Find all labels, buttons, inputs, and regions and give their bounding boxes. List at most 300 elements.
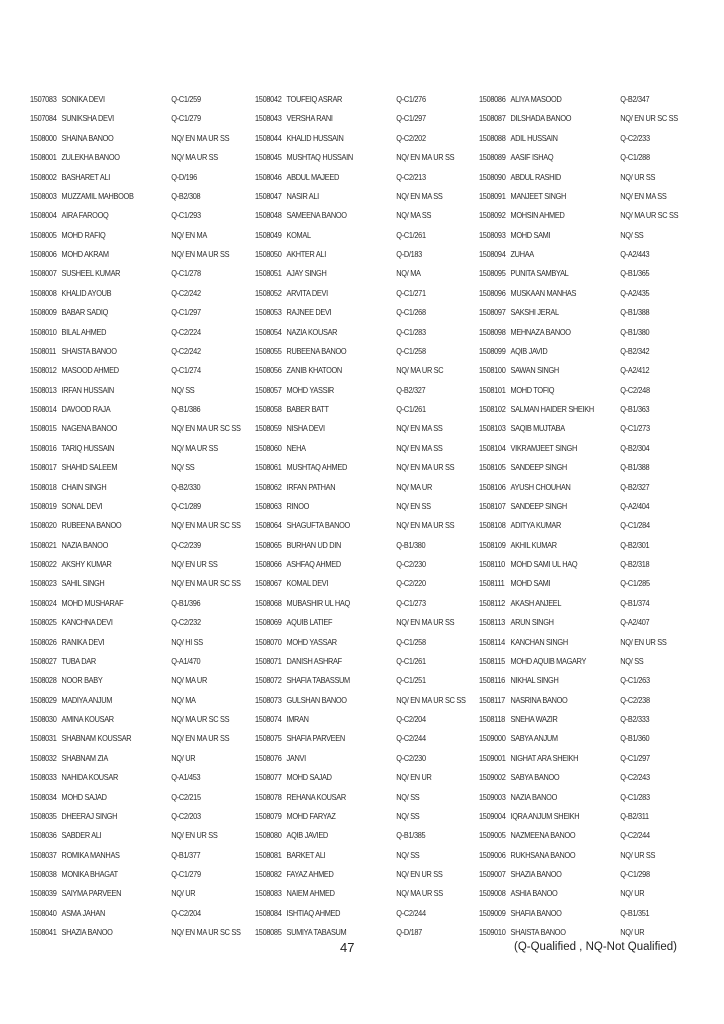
- result-status: Q-C1/273: [620, 424, 650, 434]
- candidate-name: MOHD MUSHARAF: [61, 598, 124, 608]
- roll-number: 1508076: [255, 753, 282, 763]
- roll-number: 1508089: [479, 153, 506, 163]
- candidate-name: BABAR SADIQ: [61, 308, 109, 318]
- candidate-name: RINOO: [286, 501, 310, 511]
- roll-number: 1507083: [30, 95, 57, 104]
- candidate-name: SAQIB MUJTABA: [510, 424, 565, 434]
- candidate-name: SHAHID SALEEM: [61, 463, 118, 473]
- candidate-name: MUBASHIR UL HAQ: [286, 598, 350, 608]
- results-column-2: [255, 93, 485, 946]
- roll-number: 1508095: [479, 269, 506, 279]
- roll-number: 1508000: [30, 133, 57, 143]
- result-row: [479, 500, 686, 519]
- roll-number: 1508059: [255, 424, 282, 434]
- result-status: NQ/ MA UR SC: [396, 366, 444, 376]
- roll-number: 1508084: [255, 908, 282, 918]
- result-status: NQ/ EN UR SS: [171, 560, 218, 569]
- result-row: [479, 171, 686, 190]
- result-row: [30, 868, 237, 887]
- roll-number: 1508032: [30, 753, 57, 763]
- result-status: Q-C2/215: [171, 792, 201, 802]
- candidate-name: NOOR BABY: [61, 676, 103, 686]
- candidate-name: AMINA KOUSAR: [61, 715, 114, 724]
- result-row: [30, 577, 241, 596]
- candidate-name: MOHD YASSAR: [286, 637, 337, 647]
- candidate-name: MANJEET SINGH: [510, 191, 567, 201]
- candidate-name: BURHAN UD DIN: [286, 540, 341, 550]
- result-status: NQ/ EN MA UR SS: [171, 250, 230, 259]
- result-status: NQ/ EN MA SS: [620, 191, 667, 201]
- candidate-name: NASIR ALI: [286, 191, 319, 201]
- result-status: Q-C2/230: [396, 753, 426, 763]
- roll-number: 1508014: [30, 405, 57, 414]
- roll-number: 1508074: [255, 715, 282, 724]
- candidate-name: SAHIL SINGH: [61, 579, 105, 589]
- result-status: NQ/ MA UR SC SS: [620, 211, 679, 221]
- roll-number: 1508049: [255, 230, 282, 240]
- roll-number: 1508118: [479, 715, 505, 724]
- result-row: [479, 829, 686, 848]
- roll-number: 1508071: [255, 656, 282, 666]
- result-row: [30, 461, 237, 480]
- roll-number: 1508019: [30, 501, 57, 511]
- result-row: [30, 171, 237, 190]
- result-row: [479, 151, 686, 170]
- candidate-name: ASHIA BANOO: [510, 889, 558, 899]
- roll-number: 1508005: [30, 230, 57, 240]
- result-status: NQ/ EN MA UR SS: [396, 463, 455, 473]
- result-status: Q-C1/297: [620, 753, 650, 763]
- result-row: [479, 93, 686, 112]
- result-status: Q-B1/388: [620, 463, 650, 473]
- result-row: [30, 771, 237, 790]
- result-status: Q-D/196: [171, 172, 197, 182]
- roll-number: 1508093: [479, 230, 506, 240]
- result-row: [30, 616, 237, 635]
- result-row: [479, 771, 686, 790]
- result-status: Q-C2/244: [396, 734, 426, 744]
- result-status: Q-C1/298: [620, 870, 650, 879]
- roll-number: 1508004: [30, 211, 57, 221]
- candidate-name: NAIEM AHMED: [286, 889, 335, 899]
- result-status: NQ/ UR: [171, 889, 196, 899]
- roll-number: 1508035: [30, 811, 57, 821]
- result-status: Q-B2/311: [620, 811, 649, 821]
- candidate-name: KHALID AYOUB: [61, 288, 112, 298]
- result-row: [479, 577, 686, 596]
- candidate-name: BASHARET ALI: [61, 172, 111, 182]
- roll-number: 1508046: [255, 172, 282, 182]
- result-row: [30, 500, 237, 519]
- candidate-name: KOMAL DEVI: [286, 579, 329, 589]
- roll-number: 1508088: [479, 133, 506, 143]
- candidate-name: NIKHAL SINGH: [510, 676, 559, 686]
- roll-number: 1508020: [30, 521, 57, 531]
- result-status: Q-B1/386: [171, 405, 201, 414]
- candidate-name: IQRA ANJUM SHEIKH: [510, 811, 580, 821]
- result-status: Q-C1/263: [620, 676, 650, 686]
- candidate-name: SHAFIA TABASSUM: [286, 676, 350, 686]
- candidate-name: CHAIN SINGH: [61, 482, 107, 492]
- candidate-name: SALMAN HAIDER SHEIKH: [510, 405, 594, 414]
- roll-number: 1508025: [30, 618, 57, 628]
- candidate-name: MUSKAAN MANHAS: [510, 288, 577, 298]
- result-status: Q-C1/279: [171, 114, 201, 124]
- result-row: [30, 519, 241, 538]
- result-row: [479, 364, 686, 383]
- result-status: Q-B2/301: [620, 540, 650, 550]
- roll-number: 1508031: [30, 734, 57, 744]
- roll-number: 1508036: [30, 831, 57, 841]
- result-row: [255, 364, 462, 383]
- result-status: Q-B1/385: [396, 831, 426, 841]
- result-row: [30, 209, 237, 228]
- roll-number: 1508048: [255, 211, 282, 221]
- result-status: Q-C1/279: [171, 870, 201, 879]
- result-row: [255, 93, 462, 112]
- candidate-name: NAHIDA KOUSAR: [61, 773, 119, 783]
- result-row: [255, 306, 462, 325]
- result-row: [479, 868, 686, 887]
- roll-number: 1508103: [479, 424, 506, 434]
- candidate-name: IMRAN: [286, 715, 309, 724]
- result-status: NQ/ UR SS: [620, 172, 656, 182]
- result-row: [30, 229, 237, 248]
- result-status: NQ/ MA UR: [396, 482, 432, 492]
- roll-number: 1508002: [30, 172, 57, 182]
- result-row: [30, 810, 237, 829]
- result-status: NQ/ EN MA: [171, 230, 207, 240]
- result-row: [30, 558, 237, 577]
- candidate-name: BILAL AHMED: [61, 327, 107, 337]
- roll-number: 1508021: [30, 540, 57, 550]
- candidate-name: MADIYA ANJUM: [61, 695, 113, 705]
- candidate-name: ASHFAQ AHMED: [286, 560, 341, 569]
- candidate-name: SANDEEP SINGH: [510, 463, 567, 473]
- result-status: Q-A1/470: [171, 656, 201, 666]
- result-row: [30, 926, 241, 945]
- result-row: [255, 713, 462, 732]
- result-status: NQ/ SS: [396, 811, 420, 821]
- result-row: [479, 112, 686, 131]
- roll-number: 1508094: [479, 250, 506, 259]
- result-status: Q-C2/233: [620, 133, 650, 143]
- candidate-name: FAYAZ AHMED: [286, 870, 334, 879]
- result-status: NQ/ EN MA SS: [396, 424, 443, 434]
- result-status: Q-B1/380: [396, 540, 426, 550]
- result-row: [30, 636, 237, 655]
- result-row: [30, 93, 237, 112]
- result-status: Q-B2/308: [171, 191, 201, 201]
- result-row: [30, 112, 237, 131]
- roll-number: 1508023: [30, 579, 57, 589]
- roll-number: 1508117: [479, 695, 505, 705]
- result-row: [479, 306, 686, 325]
- roll-number: 1508115: [479, 656, 505, 666]
- roll-number: 1508027: [30, 656, 57, 666]
- result-row: [30, 713, 237, 732]
- result-status: NQ/ EN MA UR SS: [171, 734, 230, 744]
- candidate-name: RUBEENA BANOO: [286, 346, 347, 356]
- result-row: [479, 539, 686, 558]
- result-row: [479, 287, 686, 306]
- roll-number: 1508001: [30, 153, 57, 163]
- candidate-name: ADIL HUSSAIN: [510, 133, 558, 143]
- result-status: NQ/ MA SS: [396, 211, 432, 221]
- roll-number: 1508018: [30, 482, 57, 492]
- page-number: 47: [340, 940, 355, 955]
- result-row: [255, 190, 462, 209]
- candidate-name: KHALID HUSSAIN: [286, 133, 344, 143]
- candidate-name: MASOOD AHMED: [61, 366, 119, 376]
- result-row: [479, 248, 686, 267]
- roll-number: 1508052: [255, 288, 282, 298]
- result-status: Q-C2/213: [396, 172, 426, 182]
- candidate-name: SNEHA WAZIR: [510, 715, 558, 724]
- roll-number: 1508057: [255, 385, 282, 395]
- roll-number: 1508091: [479, 191, 506, 201]
- candidate-name: AKHIL KUMAR: [510, 540, 557, 550]
- candidate-name: ABDUL MAJEED: [286, 172, 339, 182]
- candidate-name: AIRA FAROOQ: [61, 211, 109, 221]
- result-status: NQ/ MA: [396, 269, 421, 279]
- result-row: [255, 849, 462, 868]
- result-row: [255, 655, 462, 674]
- candidate-name: MUSHTAQ HUSSAIN: [286, 153, 353, 163]
- candidate-name: RAJNEE DEVI: [286, 308, 332, 318]
- roll-number: 1508056: [255, 366, 282, 376]
- roll-number: 1508045: [255, 153, 282, 163]
- result-row: [255, 829, 462, 848]
- roll-number: 1508051: [255, 269, 282, 279]
- roll-number: 1508108: [479, 521, 506, 531]
- candidate-name: ZULEKHA BANOO: [61, 153, 120, 163]
- roll-number: 1508069: [255, 618, 282, 628]
- roll-number: 1508112: [479, 598, 505, 608]
- roll-number: 1509004: [479, 811, 506, 821]
- candidate-name: SHAGUFTA BANOO: [286, 521, 350, 531]
- result-row: [30, 539, 237, 558]
- result-status: NQ/ UR: [620, 928, 645, 938]
- result-status: NQ/ UR: [620, 889, 645, 899]
- result-status: NQ/ UR: [171, 753, 196, 763]
- candidate-name: AKASH ANJEEL: [510, 598, 562, 608]
- result-status: Q-B2/330: [171, 482, 201, 492]
- result-status: Q-A1/453: [171, 773, 201, 783]
- roll-number: 1508107: [479, 501, 506, 511]
- candidate-name: NISHA DEVI: [286, 424, 325, 434]
- result-row: [255, 500, 462, 519]
- result-status: Q-C2/203: [171, 811, 201, 821]
- result-status: NQ/ MA UR SS: [396, 889, 443, 899]
- result-row: [30, 267, 237, 286]
- result-row: [255, 558, 462, 577]
- roll-number: 1507084: [30, 114, 57, 124]
- candidate-name: SAKSHI JERAL: [510, 308, 559, 318]
- roll-number: 1508075: [255, 734, 282, 744]
- roll-number: 1508113: [479, 618, 505, 628]
- result-status: NQ/ MA UR SC SS: [171, 715, 230, 724]
- candidate-name: IRFAN PATHAN: [286, 482, 336, 492]
- roll-number: 1508098: [479, 327, 506, 337]
- roll-number: 1508105: [479, 463, 506, 473]
- roll-number: 1509003: [479, 792, 506, 802]
- result-status: Q-C1/288: [620, 153, 650, 163]
- result-row: [30, 694, 237, 713]
- roll-number: 1508097: [479, 308, 506, 318]
- result-status: NQ/ EN UR SS: [620, 637, 667, 647]
- candidate-name: MONIKA BHAGAT: [61, 870, 118, 879]
- roll-number: 1508090: [479, 172, 506, 182]
- result-status: Q-C1/271: [396, 288, 426, 298]
- result-status: Q-B1/374: [620, 598, 650, 608]
- roll-number: 1508080: [255, 831, 282, 841]
- result-row: [255, 907, 462, 926]
- result-status: NQ/ EN UR SC SS: [620, 114, 678, 124]
- result-status: NQ/ EN MA UR SC SS: [396, 695, 466, 705]
- result-status: Q-C1/289: [171, 501, 201, 511]
- candidate-name: ZUHAA: [510, 250, 534, 259]
- roll-number: 1508003: [30, 191, 57, 201]
- roll-number: 1508017: [30, 463, 57, 473]
- result-row: [30, 829, 237, 848]
- result-row: [479, 752, 686, 771]
- result-row: [30, 732, 237, 751]
- result-status: Q-C2/232: [171, 618, 201, 628]
- roll-number: 1509000: [479, 734, 506, 744]
- result-row: [479, 267, 686, 286]
- candidate-name: NAZIA KOUSAR: [286, 327, 338, 337]
- candidate-name: SHAISTA BANOO: [61, 346, 117, 356]
- roll-number: 1508040: [30, 908, 57, 918]
- result-status: Q-A2/443: [620, 250, 650, 259]
- candidate-name: SONAL DEVI: [61, 501, 103, 511]
- candidate-name: MOHD RAFIQ: [61, 230, 106, 240]
- result-row: [255, 229, 462, 248]
- candidate-name: KOMAL: [286, 230, 311, 240]
- roll-number: 1508082: [255, 870, 282, 879]
- result-status: NQ/ SS: [171, 463, 195, 473]
- candidate-name: VIKRAMJEET SINGH: [510, 443, 577, 453]
- candidate-name: NASRINA BANOO: [510, 695, 568, 705]
- result-row: [30, 384, 237, 403]
- candidate-name: MOHD SAJAD: [61, 792, 107, 802]
- roll-number: 1508010: [30, 327, 57, 337]
- roll-number: 1509008: [479, 889, 506, 899]
- result-status: Q-A2/412: [620, 366, 650, 376]
- result-status: Q-C2/204: [171, 908, 201, 918]
- result-status: Q-C1/261: [396, 230, 426, 240]
- result-row: [255, 403, 462, 422]
- result-row: [479, 887, 686, 906]
- result-status: Q-C2/224: [171, 327, 201, 337]
- roll-number: 1508061: [255, 463, 282, 473]
- result-status: Q-B1/396: [171, 598, 201, 608]
- candidate-name: AYUSH CHOUHAN: [510, 482, 571, 492]
- candidate-name: ROMIKA MANHAS: [61, 850, 120, 860]
- result-status: NQ/ SS: [396, 792, 420, 802]
- result-row: [30, 248, 237, 267]
- candidate-name: SONIKA DEVI: [61, 95, 105, 104]
- roll-number: 1508054: [255, 327, 282, 337]
- result-row: [30, 442, 237, 461]
- roll-number: 1508073: [255, 695, 282, 705]
- roll-number: 1508037: [30, 850, 57, 860]
- result-row: [255, 771, 462, 790]
- candidate-name: DILSHADA BANOO: [510, 114, 572, 124]
- roll-number: 1508034: [30, 792, 57, 802]
- result-row: [479, 481, 686, 500]
- result-row: [255, 752, 462, 771]
- roll-number: 1508066: [255, 560, 282, 569]
- candidate-name: ISHTIAQ AHMED: [286, 908, 341, 918]
- candidate-name: ARVITA DEVI: [286, 288, 328, 298]
- candidate-name: SABDER ALI: [61, 831, 102, 841]
- candidate-name: DAVOOD RAJA: [61, 405, 111, 414]
- result-status: Q-C1/273: [396, 598, 426, 608]
- result-status: NQ/ UR SS: [620, 850, 656, 860]
- result-row: [479, 636, 686, 655]
- roll-number: 1508044: [255, 133, 282, 143]
- roll-number: 1509005: [479, 831, 506, 841]
- result-status: NQ/ EN MA UR SS: [171, 133, 230, 143]
- result-status: NQ/ SS: [620, 656, 644, 666]
- result-row: [30, 326, 237, 345]
- candidate-name: NEHA: [286, 443, 306, 453]
- result-status: Q-B2/333: [620, 715, 650, 724]
- result-status: NQ/ EN MA UR SS: [396, 618, 455, 628]
- result-status: Q-B2/318: [620, 560, 650, 569]
- result-status: Q-B1/351: [620, 908, 650, 918]
- result-row: [255, 267, 462, 286]
- roll-number: 1508081: [255, 850, 282, 860]
- roll-number: 1508063: [255, 501, 282, 511]
- result-status: Q-C1/258: [396, 346, 426, 356]
- roll-number: 1508039: [30, 889, 57, 899]
- result-status: Q-C1/284: [620, 521, 650, 531]
- candidate-name: TOUFEIQ ASRAR: [286, 95, 343, 104]
- result-status: NQ/ HI SS: [171, 637, 203, 647]
- result-status: NQ/ MA UR: [171, 676, 207, 686]
- candidate-name: MOHD YASSIR: [286, 385, 334, 395]
- result-row: [30, 132, 237, 151]
- roll-number: 1508077: [255, 773, 282, 783]
- roll-number: 1508022: [30, 560, 57, 569]
- candidate-name: SABYA BANOO: [510, 773, 560, 783]
- roll-number: 1508043: [255, 114, 282, 124]
- roll-number: 1508013: [30, 385, 57, 395]
- roll-number: 1509010: [479, 928, 506, 938]
- candidate-name: REHANA KOUSAR: [286, 792, 346, 802]
- result-row: [479, 558, 686, 577]
- candidate-name: RUBEENA BANOO: [61, 521, 122, 531]
- roll-number: 1508065: [255, 540, 282, 550]
- roll-number: 1508099: [479, 346, 506, 356]
- result-status: Q-B1/360: [620, 734, 650, 744]
- roll-number: 1508058: [255, 405, 282, 414]
- result-status: Q-C1/285: [620, 579, 650, 589]
- candidate-name: JANVI: [286, 753, 306, 763]
- result-row: [255, 791, 462, 810]
- result-row: [479, 132, 686, 151]
- result-row: [30, 887, 237, 906]
- roll-number: 1508078: [255, 792, 282, 802]
- roll-number: 1508026: [30, 637, 57, 647]
- roll-number: 1508028: [30, 676, 57, 686]
- result-status: Q-A2/407: [620, 618, 650, 628]
- candidate-name: NAZIA BANOO: [510, 792, 557, 802]
- result-status: NQ/ EN MA UR SC SS: [171, 424, 241, 434]
